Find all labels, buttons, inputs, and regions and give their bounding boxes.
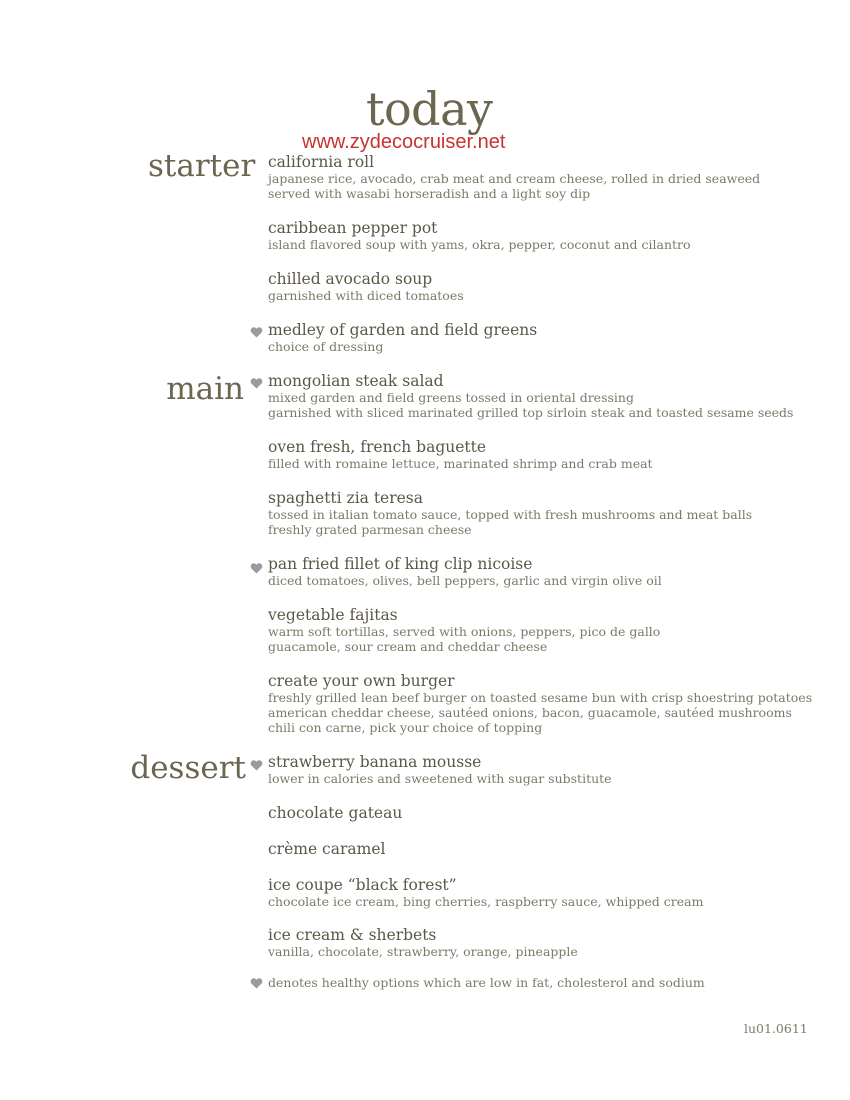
section-heading-dessert: dessert	[130, 750, 246, 786]
item-name: california roll	[268, 153, 375, 171]
menu-item	[268, 607, 828, 654]
item-name: ice coupe “black forest”	[268, 876, 457, 894]
item-description-line: freshly grated parmesan cheese	[268, 522, 472, 537]
watermark-text: www.zydecocruiser.net	[302, 131, 506, 153]
section-heading-starter: starter	[148, 148, 256, 184]
item-description-line: choice of dressing	[268, 339, 384, 354]
item-name: chilled avocado soup	[268, 270, 433, 288]
menu-item	[268, 927, 828, 959]
section-heading-main: main	[166, 371, 244, 407]
item-name: pan fried fillet of king clip nicoise	[268, 555, 533, 573]
item-name: strawberry banana mousse	[268, 753, 482, 771]
menu-item	[268, 154, 828, 201]
item-description-line: vanilla, chocolate, strawberry, orange, pineapple	[268, 944, 578, 959]
menu-item	[268, 556, 828, 588]
item-description-line: served with wasabi horseradish and a light soy dip	[268, 186, 591, 201]
heart-icon	[250, 563, 263, 574]
page-title: today	[366, 82, 493, 136]
heart-icon	[250, 978, 263, 989]
item-description-line: japanese rice, avocado, crab meat and cream cheese, rolled in dried seaweed	[268, 171, 761, 186]
item-name: crème caramel	[268, 840, 386, 858]
footnote: denotes healthy options which are low in fat, cholesterol and sodium	[268, 975, 705, 990]
item-description-line: mixed garden and field greens tossed in oriental dressing	[268, 390, 634, 405]
menu-item	[268, 439, 828, 471]
heart-icon	[250, 327, 263, 338]
heart-icon	[250, 760, 263, 771]
menu-item	[268, 271, 828, 303]
item-description-line: chocolate ice cream, bing cherries, raspberry sauce, whipped cream	[268, 894, 704, 909]
item-name: medley of garden and field greens	[268, 321, 538, 339]
menu-item	[268, 841, 828, 858]
item-name: oven fresh, french baguette	[268, 438, 487, 456]
menu-item	[268, 220, 828, 252]
item-description-line: filled with romaine lettuce, marinated shrimp and crab meat	[268, 456, 653, 471]
item-description-line: lower in calories and sweetened with sugar substitute	[268, 771, 612, 786]
menu-item	[268, 373, 828, 420]
item-description-line: freshly grilled lean beef burger on toasted sesame bun with crisp shoestring potatoes	[268, 690, 813, 705]
item-description-line: island flavored soup with yams, okra, pepper, coconut and cilantro	[268, 237, 691, 252]
document-code: lu01.0611	[744, 1021, 808, 1036]
menu-item	[268, 877, 828, 909]
item-description-line: diced tomatoes, olives, bell peppers, garlic and virgin olive oil	[268, 573, 662, 588]
menu-item	[268, 673, 828, 735]
menu-item	[268, 805, 828, 822]
item-name: chocolate gateau	[268, 804, 403, 822]
menu-item	[268, 490, 828, 537]
item-description-line: garnished with diced tomatoes	[268, 288, 464, 303]
menu-item	[268, 322, 828, 354]
item-description-line: garnished with sliced marinated grilled top sirloin steak and toasted sesame seeds	[268, 405, 794, 420]
item-name: caribbean pepper pot	[268, 219, 438, 237]
item-name: ice cream & sherbets	[268, 926, 437, 944]
item-name: vegetable fajitas	[268, 606, 398, 624]
item-name: spaghetti zia teresa	[268, 489, 424, 507]
menu-item	[268, 754, 828, 786]
item-description-line: american cheddar cheese, sautéed onions, bacon, guacamole, sautéed mushrooms	[268, 705, 792, 720]
item-description-line: warm soft tortillas, served with onions, peppers, pico de gallo	[268, 624, 661, 639]
item-description-line: chili con carne, pick your choice of topping	[268, 720, 543, 735]
item-description-line: tossed in italian tomato sauce, topped with fresh mushrooms and meat balls	[268, 507, 753, 522]
heart-icon	[250, 378, 263, 389]
item-description-line: guacamole, sour cream and cheddar cheese	[268, 639, 548, 654]
item-name: mongolian steak salad	[268, 372, 444, 390]
item-name: create your own burger	[268, 672, 455, 690]
